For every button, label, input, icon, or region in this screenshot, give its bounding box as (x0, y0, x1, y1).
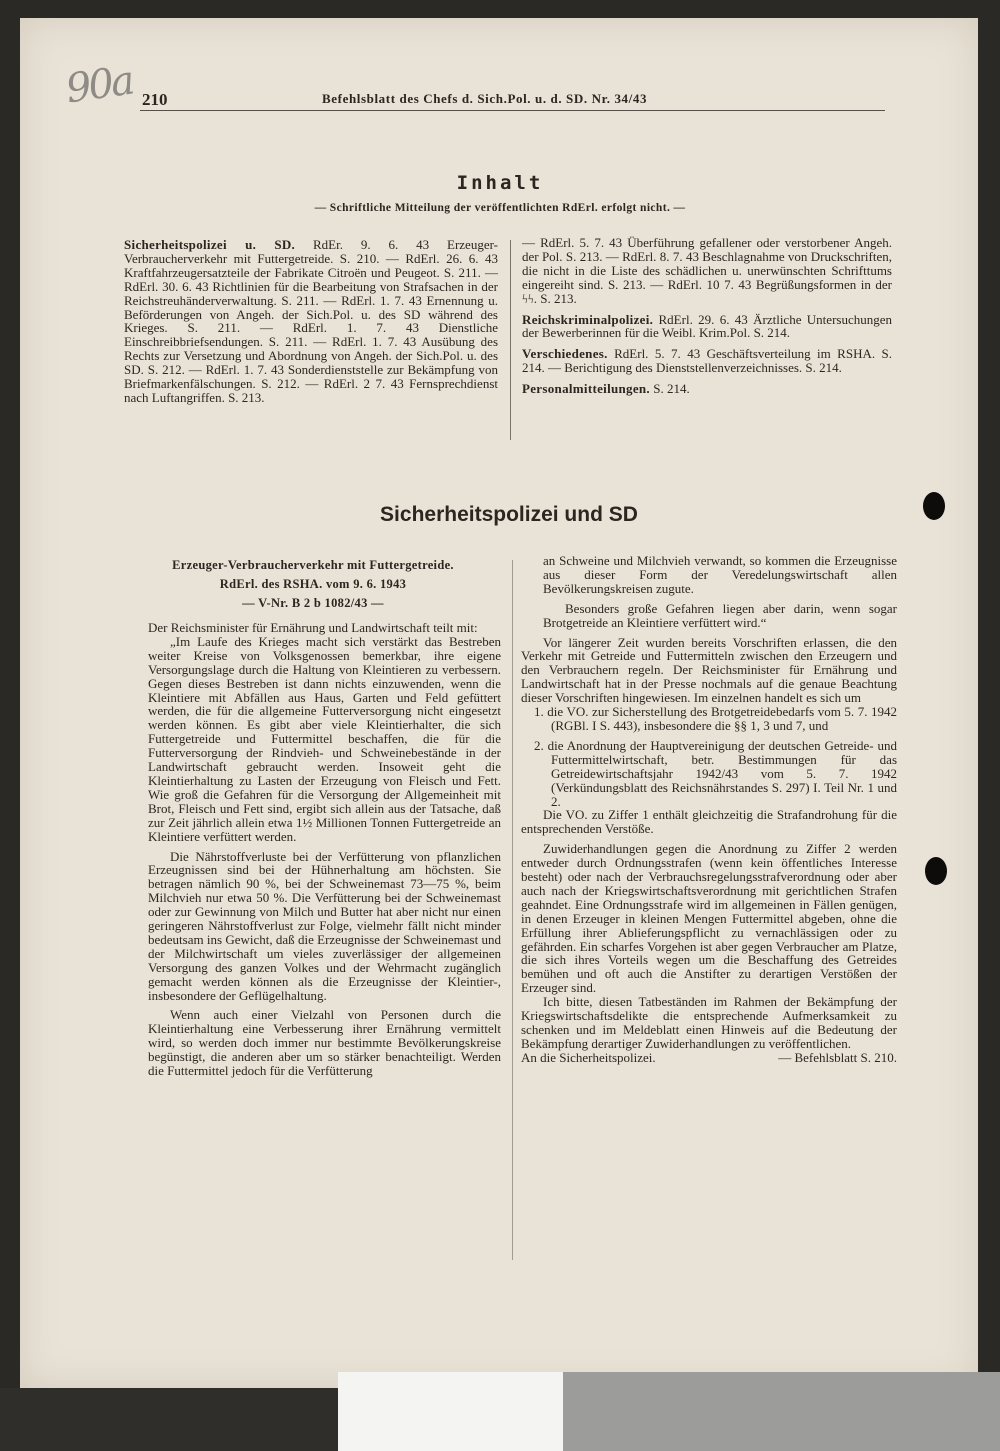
page-number: 210 (142, 90, 168, 109)
calibration-gray-patch (563, 1372, 1000, 1451)
running-head: Befehlsblatt des Chefs d. Sich.Pol. u. d. SD. Nr. 34/43 (322, 91, 648, 106)
addressee: An die Sicherheitspolizei. (521, 1049, 656, 1065)
closing-line (521, 1051, 897, 1065)
body-paragraph-violations: Zuwiderhandlungen gegen die Anordnung zu Ziffer 2 werden entweder durch Ordnungsstrafen (wenn kein öffentliches Interesse besteht) oder nach der Verbrauchsregelungsstrafverordnung oder aber auch nach der Kriegswirtschaftsverordnung mit gerichtlichen Strafen geahndet. Eine Ordnungsstrafe wird im allgemeinen in Fällen genügen, in denen Erzeuger in kleinen Mengen Futtermittel abgeben, ohne die Erfüllung ihrer Ablieferungspflicht zu vernachlässigen oder zu gefährden. Ein scharfes Vorgehen ist aber gegen Verbraucher am Platze, die sich ihres Vorteils wegen um die Beschaffung des Getreides bemühen und oft auch die Anstifter zu derartigen Verstößen der Erzeuger sind. (521, 841, 897, 996)
quote-paragraph-5: Besonders große Gefahren liegen aber darin, wenn sogar Brotgetreide an Kleintiere verfüttert wird.“ (543, 600, 897, 630)
body-paragraph-request: Ich bitte, diesen Tatbeständen im Rahmen der Bekämpfung der Kriegswirtschaftsdelikte die entsprechende Aufmerksamkeit zu schenken und im Meldeblatt einen Hinweis auf die Bedeutung der Bekämpfung derartiger Zuwiderhandlungen zu veröffentlichen. (521, 994, 897, 1051)
body-paragraph-penalty: Die VO. zu Ziffer 1 enthält gleichzeitig die Strafandrohung für die entsprechenden Verstöße. (521, 807, 897, 837)
punch-hole (923, 492, 945, 520)
citation: — Befehlsblatt S. 210. (778, 1049, 897, 1065)
article-header (130, 556, 496, 613)
quote-paragraph-3: Wenn auch einer Vielzahl von Personen durch die Kleintierhaltung eine Verbesserung ihrer Ernährung vermittelt wird, so werden doch immer nur bestimmte Bevölkerungskreise begünstigt, die anderen aber um so stärker benachteiligt. Werden die Futtermittel jedoch für die Verfütterung (148, 1007, 501, 1079)
toc-heading-sipo: Sicherheitspolizei u. SD. (124, 237, 296, 252)
article-title: Erzeuger-Verbraucherverkehr mit Futtergetreide. (172, 558, 454, 572)
toc-heading-personal: Personalmitteilungen. (522, 381, 650, 397)
article-left-column (126, 621, 501, 1078)
punch-hole (925, 857, 947, 885)
list-item-2: 2. die Anordnung der Hauptvereinigung der deutschen Getreide- und Futtermittelwirtschaft, betr. Bestimmungen für das Getreidewirtschaftsjahr 1942/43 vom 5. 7. 1942 (Verkündungsblatt des Reichsnährstandes S. 297) I. Teil Nr. 1 und 2. (534, 737, 897, 809)
contents-note: — Schriftliche Mitteilung der veröffentlichten RdErl. erfolgt nicht. — (314, 202, 686, 214)
toc-personal-entries: S. 214. (653, 381, 690, 397)
contents-right-column (522, 236, 892, 403)
section-heading: Sicherheitspolizei und SD (380, 503, 638, 526)
column-divider (512, 560, 513, 1260)
toc-kripo-entries: RdErl. 29. 6. 43 Ärztliche Untersuchungen der Bewerberinnen für die Weibl. Krim.Pol. S. 214. (522, 311, 892, 341)
quote-paragraph-1: „Im Laufe des Krieges macht sich verstärkt das Bestreben weiter Kreise von Volksgenossen bemerkbar, ihre eigene Versorgungslage durch die Haltung von Kleintieren zu verbessern. Gegen dieses Bestreben ist dann nichts einzuwenden, wenn die Kleintiere mit Abfällen aus Haus, Garten und Feld gefüttert werden, die für die allgemeine Futterversorgung nicht eingesetzt werden können. Es gibt aber viele Kleintierhalter, die sich Futtergetreide und Futtermittel beschaffen, die für die Futterversorgung der Rindvieh- und Schweinebestände in der Landwirtschaft gebraucht werden. Insoweit geht die Kleintierhaltung zu Lasten der Erzeugung von Fleisch und Fett. Wie groß die Gefahren für die Versorgung der Allgemeinheit mit Brot, Fleisch und Fett sind, ergibt sich allein aus der Tatsache, daß zur Zeit jährlich allein etwa 1½ Millionen Tonnen Futtergetreide an Kleintiere verfüttert werden. (148, 633, 501, 844)
decree-line: RdErl. des RSHA. vom 9. 6. 1943 (219, 577, 407, 591)
toc-misc-entries: RdErl. 5. 7. 43 Geschäftsverteilung im RSHA. S. 214. — Berichtigung des Dienststellenverzeichnisses. S. 214. (522, 346, 893, 376)
quote-paragraph-2: Die Nährstoffverluste bei der Verfütterung von pflanzlichen Erzeugnissen sind bei der Hühnerhaltung am höchsten. Sie betragen nämlich 90 %, bei der Schweinemast 73—75 %, beim Milchvieh nur etwa 50 %. Die Verfütterung bei der Schweinemast oder zur Gewinnung von Milch und Butter hat aber nicht nur einen geringeren Nährstoffverlust zur Folge, vielmehr fällt nicht minder bedeutsam ins Gewicht, daß die Erzeugnisse der Schweinemast und der Milchwirtschaft um vieles zuverlässiger der allgemeinen Versorgung des ganzen Volkes und der Wehrmacht zugänglich gemacht werden können als die Erzeugnisse der Kleintier-, insbesondere der Geflügelhaltung. (148, 848, 501, 1003)
list-item-1: 1. die VO. zur Sicherstellung des Brotgetreidebedarfs vom 5. 7. 1942 (RGBl. I S. 443), insbesondere die §§ 1, 3 und 7, und (534, 704, 897, 733)
body-paragraph-regulations: Vor längerer Zeit wurden bereits Vorschriften erlassen, die den Verkehr mit Getreide und Futtermitteln zwischen den Erzeugern und den Verbrauchern regeln. Der Reichsminister für Ernährung und Landwirtschaft hat in der Presse nochmals auf die genaue Beachtung dieser Vorschriften hingewiesen. Im einzelnen handelt es sich um (521, 634, 897, 706)
quote-paragraph-4: an Schweine und Milchvieh verwandt, so kommen die Erzeugnisse aus dieser Form der Veredelungswirtschaft allen Bevölkerungskreisen zugute. (543, 553, 897, 596)
calibration-white-patch (338, 1372, 563, 1451)
intro-paragraph: Der Reichsminister für Ernährung und Landwirtschaft teilt mit: (148, 620, 478, 635)
contents-divider (510, 240, 511, 440)
toc-sipo-entries: RdEr. 9. 6. 43 Erzeuger-Verbraucherverkehr mit Futtergetreide. S. 210. — RdErl. 26. 6. 43 Kraftfahrzeugersatzteile der Fabrikate Citroën und Peugeot. S. 211. — RdErl. 30. 6. 43 Richtlinien für die Bearbeitung von Strafsachen in der Reichstreuhänderverwaltung. S. 211. — RdErl. 1. 7. 43 Ernennung u. Beförderungen von Angeh. der Sich.Pol. u. des SD während des Krieges. S. 211. — RdErl. 1. 7. 43 Dienstliche Einschreibbriefsendungen. S. 211. — RdErl. 1. 7. 43 Ausübung des Rechts zur Versetzung und Abordnung von Angeh. der Sich.Pol. u. des SD. S. 212. — RdErl. 1. 7. 43 Sonderdienststelle zur Bekämpfung von Briefmarkenfälschungen. S. 212. — RdErl. 2 7. 43 Fernsprechdienst nach Luftangriffen. S. 213. (124, 237, 498, 405)
reference-number: — V-Nr. B 2 b 1082/43 — (242, 596, 384, 610)
contents-title: Inhalt (456, 172, 544, 194)
handwritten-mark: 90a (63, 57, 135, 113)
toc-heading-misc: Verschiedenes. (522, 346, 608, 362)
toc-sipo-entries-cont: — RdErl. 5. 7. 43 Überführung gefallener oder verstorbener Angeh. der Pol. S. 213. — RdErl. 8. 7. 43 Beschlagnahme von Druckschriften, die nicht in die Liste des schädlichen u. unerwünschten Schrifttums eingereiht sind. S. 213. — RdErl. 10 7. 43 Begrüßungsformen in der ϟϟ. S. 213. (522, 235, 892, 306)
article-right-column (521, 554, 897, 1065)
contents-left-column (124, 238, 498, 405)
header-rule (140, 110, 885, 111)
toc-heading-kripo: Reichskriminalpolizei. (522, 311, 654, 327)
